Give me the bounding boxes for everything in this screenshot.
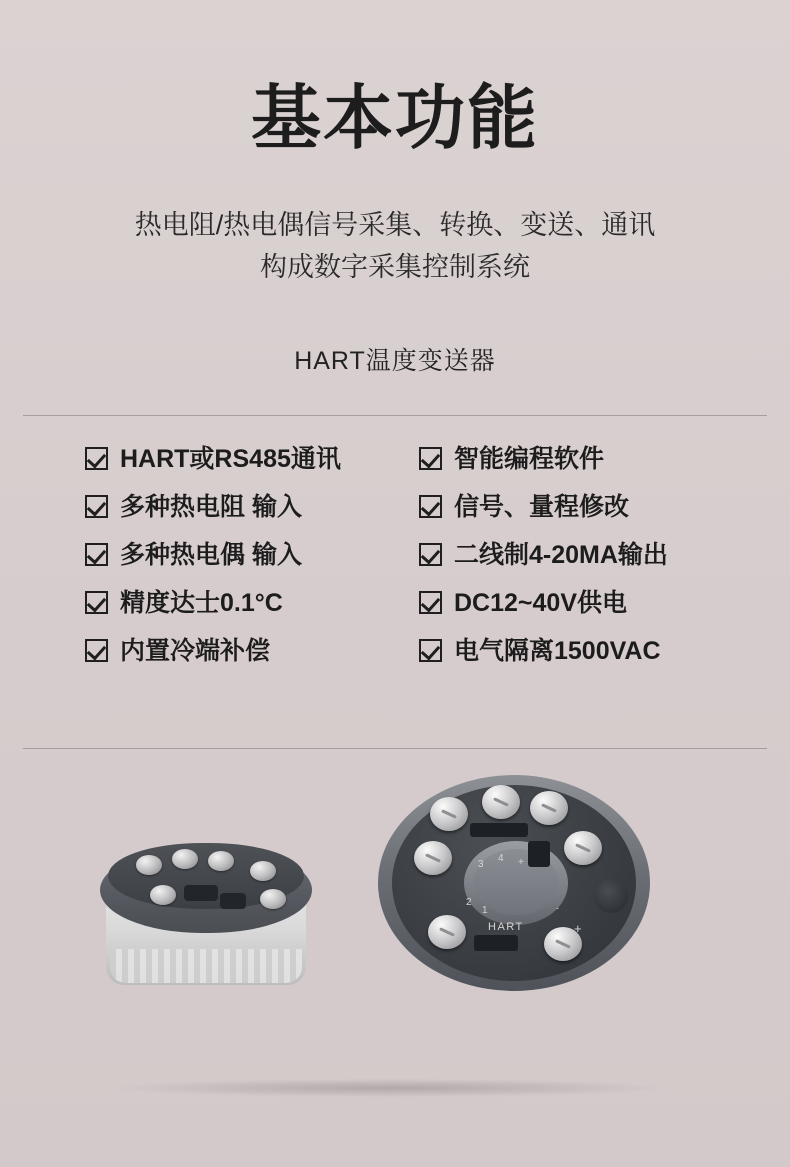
list-item bbox=[85, 636, 395, 666]
page-title: 基本功能 bbox=[251, 79, 539, 157]
feature-column-left bbox=[23, 444, 395, 684]
feature-label: 智能编程软件 bbox=[454, 444, 605, 473]
terminal-screw bbox=[136, 855, 162, 875]
terminal-label-four: 4 bbox=[498, 852, 505, 864]
terminal-label-two: 2 bbox=[466, 896, 473, 908]
photo-shadow bbox=[120, 1079, 660, 1097]
device-left-ridges bbox=[110, 949, 302, 983]
feature-label: DC12~40V供电 bbox=[454, 588, 627, 617]
list-item bbox=[419, 540, 767, 570]
product-photo bbox=[0, 759, 790, 1119]
feature-label: 多种热电偶 输入 bbox=[120, 540, 302, 569]
check-icon bbox=[85, 447, 108, 470]
list-item bbox=[419, 492, 767, 522]
list-item bbox=[85, 540, 395, 570]
feature-column-right bbox=[395, 444, 767, 684]
list-item bbox=[85, 588, 395, 618]
terminal-block bbox=[528, 841, 550, 867]
device-right bbox=[378, 775, 658, 1005]
terminal-label-three: 3 bbox=[478, 858, 485, 870]
check-icon bbox=[85, 495, 108, 518]
product-name: HART温度变送器 bbox=[294, 346, 496, 375]
terminal-screw bbox=[414, 841, 452, 875]
feature-label: HART或RS485通讯 bbox=[120, 444, 341, 473]
check-icon bbox=[419, 639, 442, 662]
terminal-block bbox=[470, 823, 528, 837]
terminal-block bbox=[220, 893, 246, 909]
check-icon bbox=[85, 543, 108, 566]
terminal-block bbox=[184, 885, 218, 901]
terminal-label-minus: - bbox=[556, 902, 560, 913]
device-left bbox=[100, 837, 320, 1007]
terminal-screw bbox=[530, 791, 568, 825]
terminal-screw bbox=[564, 831, 602, 865]
device-right-side-port bbox=[594, 879, 628, 913]
check-icon bbox=[419, 447, 442, 470]
check-icon bbox=[419, 543, 442, 566]
check-icon bbox=[419, 495, 442, 518]
terminal-screw bbox=[260, 889, 286, 909]
feature-label: 精度达士0.1°C bbox=[120, 588, 283, 617]
terminal-screw bbox=[172, 849, 198, 869]
terminal-screw bbox=[482, 785, 520, 819]
hart-logo-text: HART bbox=[488, 920, 524, 933]
terminal-label-plus: + bbox=[518, 856, 525, 868]
terminal-block bbox=[474, 935, 518, 951]
terminal-label-one: 1 bbox=[482, 904, 489, 916]
terminal-screw bbox=[150, 885, 176, 905]
list-item bbox=[419, 636, 767, 666]
check-icon bbox=[419, 591, 442, 614]
list-item bbox=[419, 588, 767, 618]
feature-list bbox=[23, 416, 767, 710]
list-item bbox=[85, 444, 395, 474]
terminal-screw bbox=[430, 797, 468, 831]
feature-label: 信号、量程修改 bbox=[454, 492, 630, 521]
check-icon bbox=[85, 591, 108, 614]
page-subtitle bbox=[0, 205, 790, 289]
feature-label: 电气隔离1500VAC bbox=[454, 636, 661, 665]
subtitle-line-1: 热电阻/热电偶信号采集、转换、变送、通讯 bbox=[134, 210, 656, 240]
feature-label: 内置冷端补偿 bbox=[120, 636, 271, 665]
list-item bbox=[85, 492, 395, 522]
subtitle-line-2: 构成数字采集控制系统 bbox=[260, 251, 530, 282]
terminal-screw bbox=[428, 915, 466, 949]
divider-bottom bbox=[23, 748, 767, 749]
terminal-label-plus-right: + bbox=[574, 920, 583, 936]
check-icon bbox=[85, 639, 108, 662]
terminal-screw bbox=[250, 861, 276, 881]
terminal-screw bbox=[208, 851, 234, 871]
list-item bbox=[419, 444, 767, 474]
feature-label: 二线制4-20MA输出 bbox=[454, 540, 668, 569]
feature-label: 多种热电阻 输入 bbox=[120, 492, 302, 521]
